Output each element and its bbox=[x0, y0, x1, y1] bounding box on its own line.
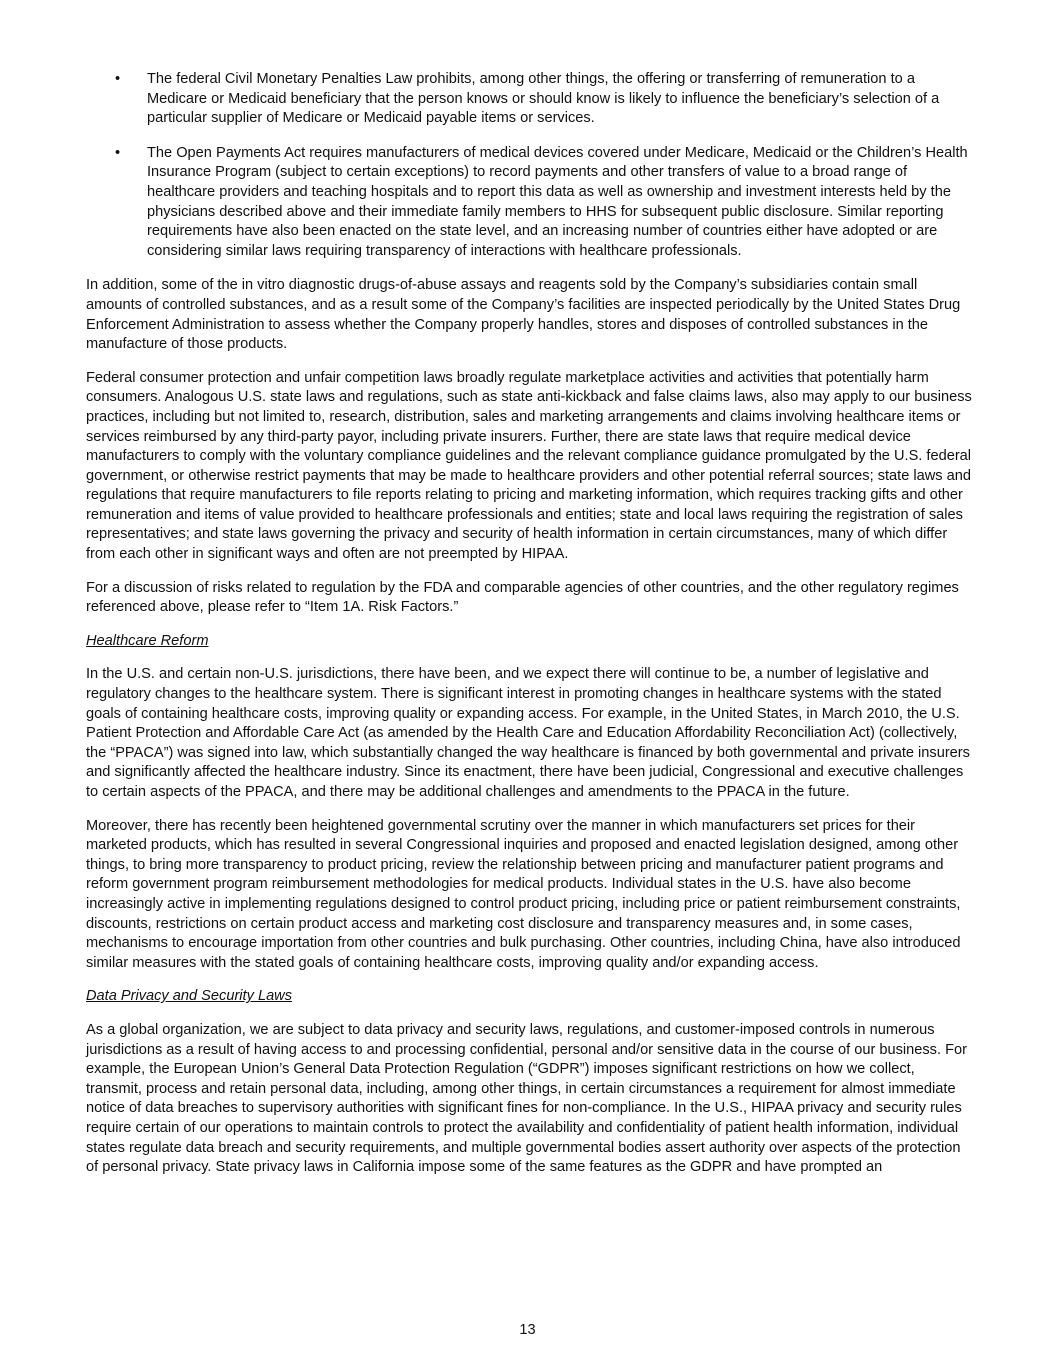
paragraph-risk-reference: For a discussion of risks related to regulation by the FDA and comparable agencies of other countries, and the other regulatory regimes referenced above, please refer to “Item 1A. Risk Factors.” bbox=[86, 579, 959, 616]
heading-data-privacy: Data Privacy and Security Laws bbox=[86, 988, 293, 1005]
page-number: 13 bbox=[519, 1322, 536, 1338]
bullet-text: The federal Civil Monetary Penalties Law prohibits, among other things, the offering or transferring of remuneration to a Medicare or Medicaid beneficiary that the person knows or should know is likely to influence the beneficiary’s selection of a particular supplier of Medicare or Medicaid payable items or services. bbox=[147, 71, 940, 127]
bullet-icon: • bbox=[115, 144, 121, 161]
paragraph-data-privacy: As a global organization, we are subject to data privacy and security laws, regulations, and customer-imposed controls in numerous jurisdictions as a result of having access to and processing confidential, personal and/or sensitive data in the course of our business. For example, the European Union’s General Data Protection Regulation (“GDPR”) imposes significant restrictions on how we collect, transmit, process and retain personal data, including, among other things, in certain circumstances a requirement for almost immediate notice of data breaches to supervisory authorities with significant fines for non-compliance. In the U.S., HIPAA privacy and security rules require certain of our operations to maintain controls to protect the availability and confidentiality of patient health information, individual states regulate data breach and security requirements, and multiple governmental bodies assert authority over aspects of the protection of personal privacy. State privacy laws in California impose some of the same features as the GDPR and have prompted an bbox=[86, 1021, 967, 1176]
paragraph-healthcare-reform-1: In the U.S. and certain non-U.S. jurisdictions, there have been, and we expect there will continue to be, a number of legislative and regulatory changes to the healthcare system. There is significant interest in promoting changes in healthcare systems with the stated goals of containing healthcare costs, improving quality or expanding access. For example, in the United States, in March 2010, the U.S. Patient Protection and Affordable Care Act (as amended by the Health Care and Education Affordability Reconciliation Act) (collectively, the “PPACA”) was signed into law, which substantially changed the way healthcare is financed by both governmental and private insurers and significantly affected the healthcare industry. Since its enactment, there have been judicial, Congressional and executive challenges to certain aspects of the PPACA, and there may be additional challenges and amendments to the PPACA in the future. bbox=[86, 666, 970, 800]
bullet-text: The Open Payments Act requires manufacturers of medical devices covered under Medicare, Medicaid or the Children’s Health Insurance Program (subject to certain exceptions) to record payments and other transfers of value to a broad range of healthcare providers and teaching hospitals and to report this data as well as ownership and investment interests held by the physicians described above and their immediate family members to HHS for subsequent public disclosure. Similar reporting requirements have also been enacted on the state level, and an increasing number of countries either have adopted or are considering similar laws requiring transparency of interactions with healthcare professionals. bbox=[147, 144, 968, 259]
bullet-item-civil-monetary-penalties bbox=[86, 70, 972, 129]
paragraph-healthcare-reform-2: Moreover, there has recently been heightened governmental scrutiny over the manner in which manufacturers set prices for their marketed products, which has resulted in several Congressional inquiries and proposed and enacted legislation designed, among other things, to bring more transparency to product pricing, review the relationship between pricing and manufacturer patient programs and reform government program reimbursement methodologies for medical products. Individual states in the U.S. have also become increasingly active in implementing regulations designed to control product pricing, including price or patient reimbursement constraints, discounts, restrictions on certain product access and marketing cost disclosure and transparency measures and, in some cases, mechanisms to encourage importation from other countries and bulk purchasing. Other countries, including China, have also introduced similar measures with the stated goals of containing healthcare costs, improving quality and/or expanding access. bbox=[86, 817, 961, 971]
bullet-item-open-payments bbox=[86, 144, 972, 262]
bullet-list bbox=[86, 70, 972, 261]
document-page bbox=[86, 70, 972, 1192]
paragraph-consumer-protection: Federal consumer protection and unfair competition laws broadly regulate marketplace activities and activities that potentially harm consumers. Analogous U.S. state laws and regulations, such as state anti-kickback and false claims laws, also may apply to our business practices, including but not limited to, research, distribution, sales and marketing arrangements and claims involving healthcare items or services reimbursed by any third-party payor, including private insurers. Further, there are state laws that require medical device manufacturers to comply with the voluntary compliance guidelines and the relevant compliance guidance promulgated by the U.S. federal government, or otherwise restrict payments that may be made to healthcare providers and other potential referral sources; state laws and regulations that require manufacturers to file reports relating to pricing and marketing information, which requires tracking gifts and other remuneration and items of value provided to healthcare professionals and entities; state and local laws requiring the registration of sales representatives; and state laws governing the privacy and security of health information in certain circumstances, many of which differ from each other in significant ways and often are not preempted by HIPAA. bbox=[86, 369, 972, 563]
paragraph-controlled-substances: In addition, some of the in vitro diagnostic drugs-of-abuse assays and reagents sold by the Company’s subsidiaries contain small amounts of controlled substances, and as a result some of the Company’s facilities are inspected periodically by the United States Drug Enforcement Administration to assess whether the Company properly handles, stores and disposes of controlled substances in the manufacture of those products. bbox=[86, 277, 961, 353]
heading-healthcare-reform: Healthcare Reform bbox=[86, 632, 209, 649]
bullet-icon: • bbox=[115, 71, 121, 87]
